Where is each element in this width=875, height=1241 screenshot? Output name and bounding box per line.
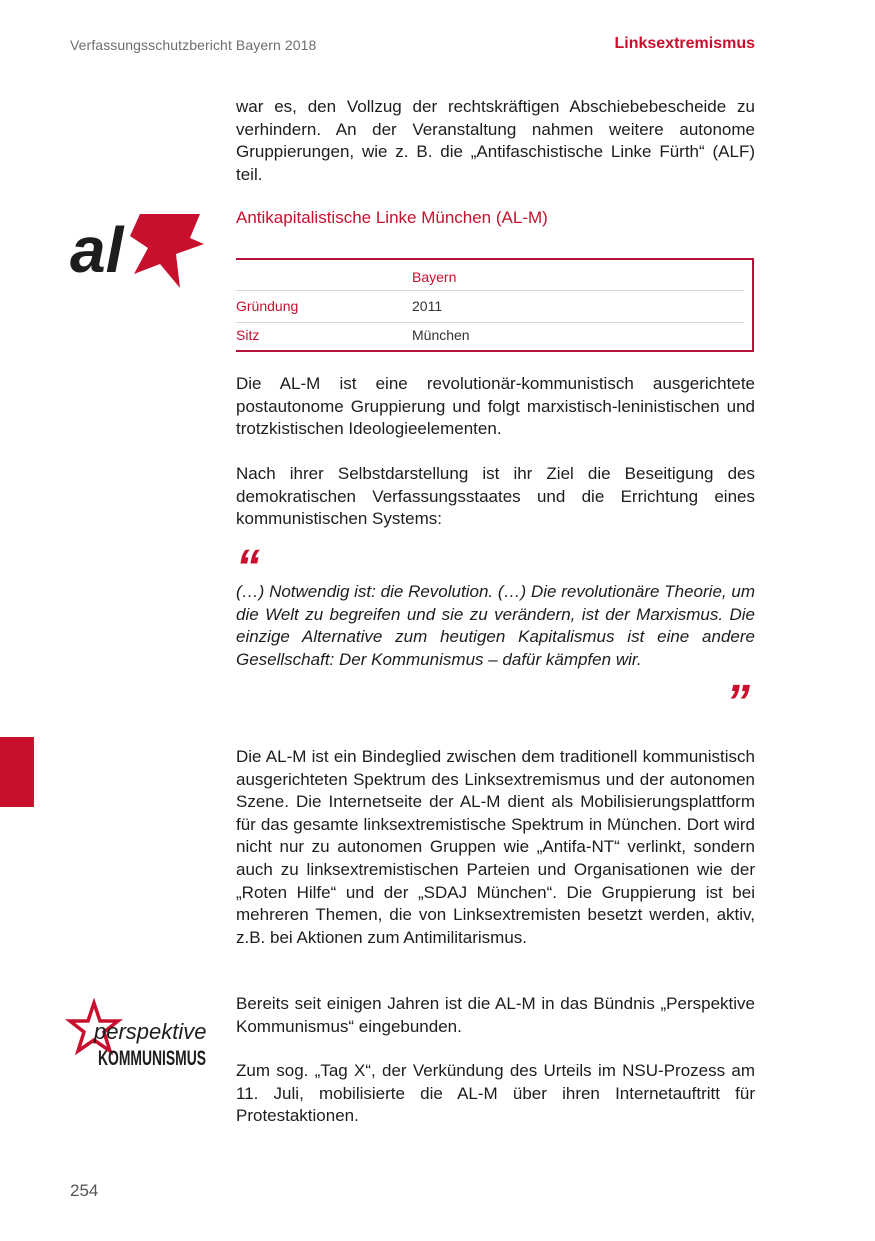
paragraph-4-wrapper [236,993,755,1038]
section-title: Antikapitalistische Linke München (AL-M) [236,208,548,227]
info-table-column-header: Bayern [412,269,457,285]
info-table-key: Gründung [236,298,299,314]
paragraph-2-wrapper [236,463,755,531]
body-paragraph: Nach ihrer Selbstdarstellung ist ihr Ziel die Beseitigung des demokratischen Verfassungsstaates und die Errichtung eines kommunistischen Systems: [236,464,755,529]
paragraph-5-wrapper [236,1060,755,1128]
page-number: 254 [70,1181,99,1200]
info-table [236,258,754,352]
body-paragraph: Bereits seit einigen Jahren ist die AL-M in das Bündnis „Perspektive Kommunismus“ eingebunden. [236,994,755,1036]
info-table-key: Sitz [236,327,260,343]
logo-perspektive-text: perspektive [94,1019,207,1044]
paragraph-1-wrapper [236,373,755,441]
block-quote: (…) Notwendig ist: die Revolution. (…) Die revolutionäre Theorie, um die Welt zu begreifen und sie zu verändern, ist der Marxismus. Die einzige Alternative zum heutigen Kapitalismus ist eine andere Gesellschaft: Der Kommunismus – dafür kämpfen wir. [236,582,755,669]
al-m-logo-text: al [70,214,124,286]
perspektive-kommunismus-logo [68,995,210,1080]
paragraph-3-wrapper [236,746,755,949]
running-header-title: Verfassungsschutzbericht Bayern 2018 [70,37,317,53]
info-table-value: 2011 [412,298,443,314]
info-table-value: München [412,327,470,343]
quote-close-mark: ” [726,676,750,729]
intro-paragraph: war es, den Vollzug der rechtskräftigen Abschiebebescheide zu verhindern. An der Veranstaltung nahmen weitere autonome Gruppierungen, wie z. B. die „Antifaschistische Linke Fürth“ (ALF) teil. [236,97,755,184]
quote-open-mark: “ [236,541,260,594]
running-header-section: Linksextremismus [614,35,755,52]
intro-paragraph-wrapper [236,96,755,186]
logo-kommunismus-text: KOMMUNISMUS [98,1047,206,1070]
quote-wrapper [236,581,755,671]
chapter-side-tab [0,737,34,807]
info-table-row [236,296,744,323]
body-paragraph: Zum sog. „Tag X“, der Verkündung des Urteils im NSU-Prozess am 11. Juli, mobilisierte die AL-M über ihren Internetauftritt für Protestaktionen. [236,1061,755,1126]
body-paragraph: Die AL-M ist eine revolutionär-kommunistisch ausgerichtete postautonome Gruppierung und folgt marxistisch-leninistischen und trotzkistischen Ideologieelementen. [236,374,755,439]
al-m-logo [68,208,208,297]
info-table-row [236,325,744,347]
body-paragraph: Die AL-M ist ein Bindeglied zwischen dem traditionell kommunistisch ausgerichteten Spektrum des Linksextremismus und der autonomen Szene. Die Internetseite der AL-M dient als Mobilisierungsplattform für das gesamte linksextremistische Spektrum in München. Dort wird nicht nur zu autonomen Gruppen wie „Antifa-NT“ verlinkt, sondern auch zu linksextremistischen Parteien und Organisationen wie der „Roten Hilfe“ und der „SDAJ München“. Die Gruppierung ist bei mehreren Themen, die von Linksextremisten besetzt werden, aktiv, z.B. bei Aktionen zum Antimilitarismus. [236,747,755,947]
info-table-header-row [236,268,744,291]
